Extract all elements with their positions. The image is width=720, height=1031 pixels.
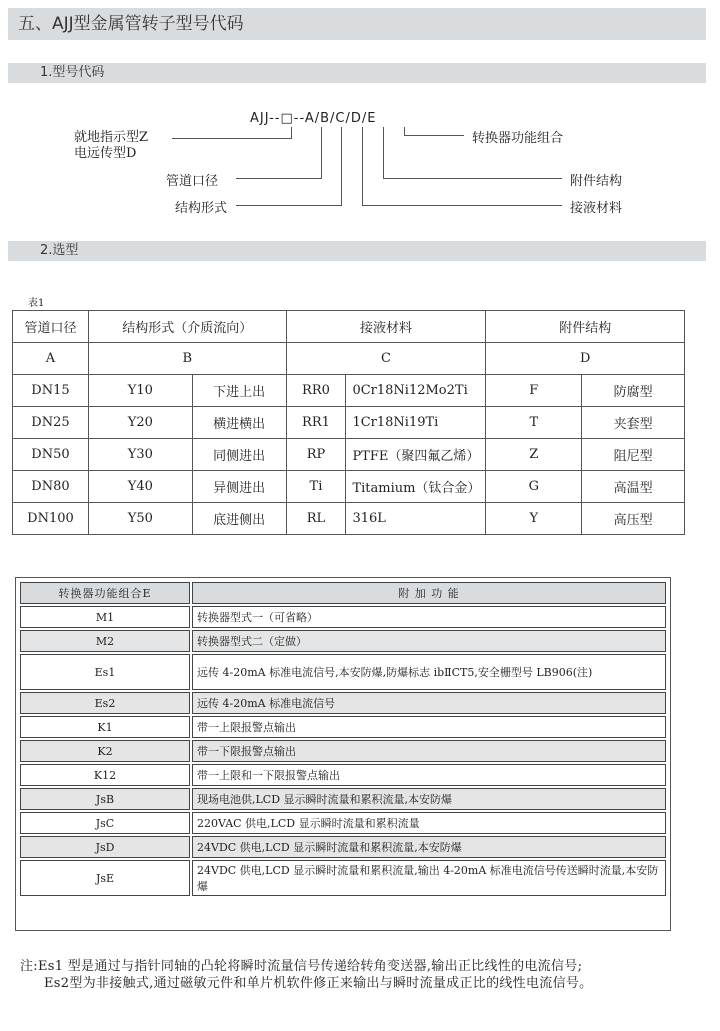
cell-dn: DN80	[13, 471, 89, 503]
leader-line	[362, 205, 562, 206]
table-caption: 表1	[28, 298, 45, 309]
cell-accessory-code: F	[486, 375, 582, 407]
header-structure-form: 结构形式（介质流向）	[88, 311, 286, 343]
table-row	[20, 812, 666, 834]
cell-material-code: RL	[286, 503, 346, 535]
header-pipe-diameter: 管道口径	[13, 311, 89, 343]
selection-table	[12, 310, 685, 535]
cell-dn: DN100	[13, 503, 89, 535]
cell-code: K12	[20, 764, 190, 786]
cell-flow-direction: 横进横出	[192, 407, 286, 439]
note-line-2: Es2型为非接触式,通过磁敏元件和单片机软件修正来输出与瞬时流量成正比的线性电流信号。	[44, 976, 593, 991]
table-row	[20, 630, 666, 652]
cell-structure-code: Y30	[88, 439, 192, 471]
header-wetted-material: 接液材料	[286, 311, 486, 343]
cell-function: 转换器型式二（定做）	[192, 630, 666, 652]
cell-accessory-name: 阻尼型	[582, 439, 685, 471]
cell-accessory-code: G	[486, 471, 582, 503]
cell-code: K1	[20, 716, 190, 738]
header-accessory: 附件结构	[486, 311, 685, 343]
model-code: AJJ--□--A/B/C/D/E	[250, 111, 377, 126]
table-row	[13, 375, 685, 407]
converter-function-table	[15, 577, 671, 931]
cell-material-code: Ti	[286, 471, 346, 503]
leader-line	[383, 178, 562, 179]
local-type-label: 就地指示型Z	[74, 130, 149, 145]
cell-material-code: RR1	[286, 407, 346, 439]
cell-flow-direction: 异侧进出	[192, 471, 286, 503]
cell-function: 带一上限和一下限报警点输出	[192, 764, 666, 786]
table-row	[20, 716, 666, 738]
cell-accessory-name: 高压型	[582, 503, 685, 535]
accessory-structure-label: 附件结构	[570, 174, 623, 189]
cell-dn: DN15	[13, 375, 89, 407]
table-row	[13, 407, 685, 439]
table-row	[20, 836, 666, 858]
table-row	[20, 606, 666, 628]
structure-form-label: 结构形式	[175, 201, 228, 216]
leader-line	[404, 135, 464, 136]
leader-line	[383, 127, 384, 179]
table-row	[20, 740, 666, 762]
note-line-1: 注:Es1 型是通过与指针同轴的凸轮将瞬时流量信号传递给转角变送器,输出正比线性的电流信号;	[20, 959, 583, 974]
table-row	[13, 471, 685, 503]
cell-code: JsE	[20, 860, 190, 896]
cell-structure-code: Y50	[88, 503, 192, 535]
cell-structure-code: Y10	[88, 375, 192, 407]
cell-accessory-name: 防腐型	[582, 375, 685, 407]
header-additional-function: 附 加 功 能	[192, 582, 666, 604]
cell-function: 转换器型式一（可省略）	[192, 606, 666, 628]
cell-function: 24VDC 供电,LCD 显示瞬时流量和累积流量,输出 4-20mA 标准电流信号传送瞬时流量,本安防爆	[192, 860, 666, 896]
letter-c: C	[286, 343, 486, 375]
cell-code: Es2	[20, 692, 190, 714]
wetted-material-label: 接液材料	[570, 201, 623, 216]
page-title: 五、AJJ型金属管转子型号代码	[8, 8, 706, 40]
section-heading-selection: 2.选型	[8, 241, 706, 261]
cell-flow-direction: 底进侧出	[192, 503, 286, 535]
letter-a: A	[13, 343, 89, 375]
remote-type-label: 电远传型D	[74, 146, 137, 161]
cell-code: JsD	[20, 836, 190, 858]
cell-dn: DN50	[13, 439, 89, 471]
section-heading-model-code: 1.型号代码	[8, 63, 706, 83]
cell-material-name: Titamium（钛合金）	[346, 471, 486, 503]
cell-material-name: PTFE（聚四氟乙烯）	[346, 439, 486, 471]
cell-function: 带一下限报警点输出	[192, 740, 666, 762]
leader-line	[236, 178, 321, 179]
cell-flow-direction: 下进上出	[192, 375, 286, 407]
leader-line	[341, 127, 342, 206]
table-row	[20, 860, 666, 896]
table-row	[13, 503, 685, 535]
cell-material-name: 316L	[346, 503, 486, 535]
cell-code: M1	[20, 606, 190, 628]
cell-accessory-code: Z	[486, 439, 582, 471]
cell-function: 现场电池供,LCD 显示瞬时流量和累积流量,本安防爆	[192, 788, 666, 810]
header-converter-combo: 转换器功能组合E	[20, 582, 190, 604]
cell-material-name: 0Cr18Ni12Mo2Ti	[346, 375, 486, 407]
table-row	[20, 788, 666, 810]
cell-code: JsB	[20, 788, 190, 810]
leader-line	[236, 205, 342, 206]
leader-line	[291, 127, 292, 139]
letter-d: D	[486, 343, 685, 375]
letter-b: B	[88, 343, 286, 375]
table-row	[20, 692, 666, 714]
cell-accessory-name: 夹套型	[582, 407, 685, 439]
leader-line	[362, 127, 363, 206]
table-row	[20, 654, 666, 690]
cell-material-name: 1Cr18Ni19Ti	[346, 407, 486, 439]
leader-line	[321, 127, 322, 179]
cell-function: 带一上限报警点输出	[192, 716, 666, 738]
cell-flow-direction: 同侧进出	[192, 439, 286, 471]
cell-function: 远传 4-20mA 标准电流信号	[192, 692, 666, 714]
cell-code: K2	[20, 740, 190, 762]
cell-function: 24VDC 供电,LCD 显示瞬时流量和累积流量,本安防爆	[192, 836, 666, 858]
cell-structure-code: Y20	[88, 407, 192, 439]
cell-structure-code: Y40	[88, 471, 192, 503]
leader-line	[172, 138, 292, 139]
cell-accessory-code: T	[486, 407, 582, 439]
cell-function: 220VAC 供电,LCD 显示瞬时流量和累积流量	[192, 812, 666, 834]
pipe-diameter-label: 管道口径	[166, 174, 219, 189]
table-row	[20, 764, 666, 786]
cell-accessory-code: Y	[486, 503, 582, 535]
cell-dn: DN25	[13, 407, 89, 439]
converter-combo-label: 转换器功能组合	[472, 131, 564, 146]
cell-function: 远传 4-20mA 标准电流信号,本安防爆,防爆标志 ibⅡCT5,安全栅型号 LB906(注)	[192, 654, 666, 690]
cell-material-code: RP	[286, 439, 346, 471]
cell-code: Es1	[20, 654, 190, 690]
cell-code: M2	[20, 630, 190, 652]
cell-code: JsC	[20, 812, 190, 834]
cell-accessory-name: 高温型	[582, 471, 685, 503]
table-row	[13, 439, 685, 471]
cell-material-code: RR0	[286, 375, 346, 407]
